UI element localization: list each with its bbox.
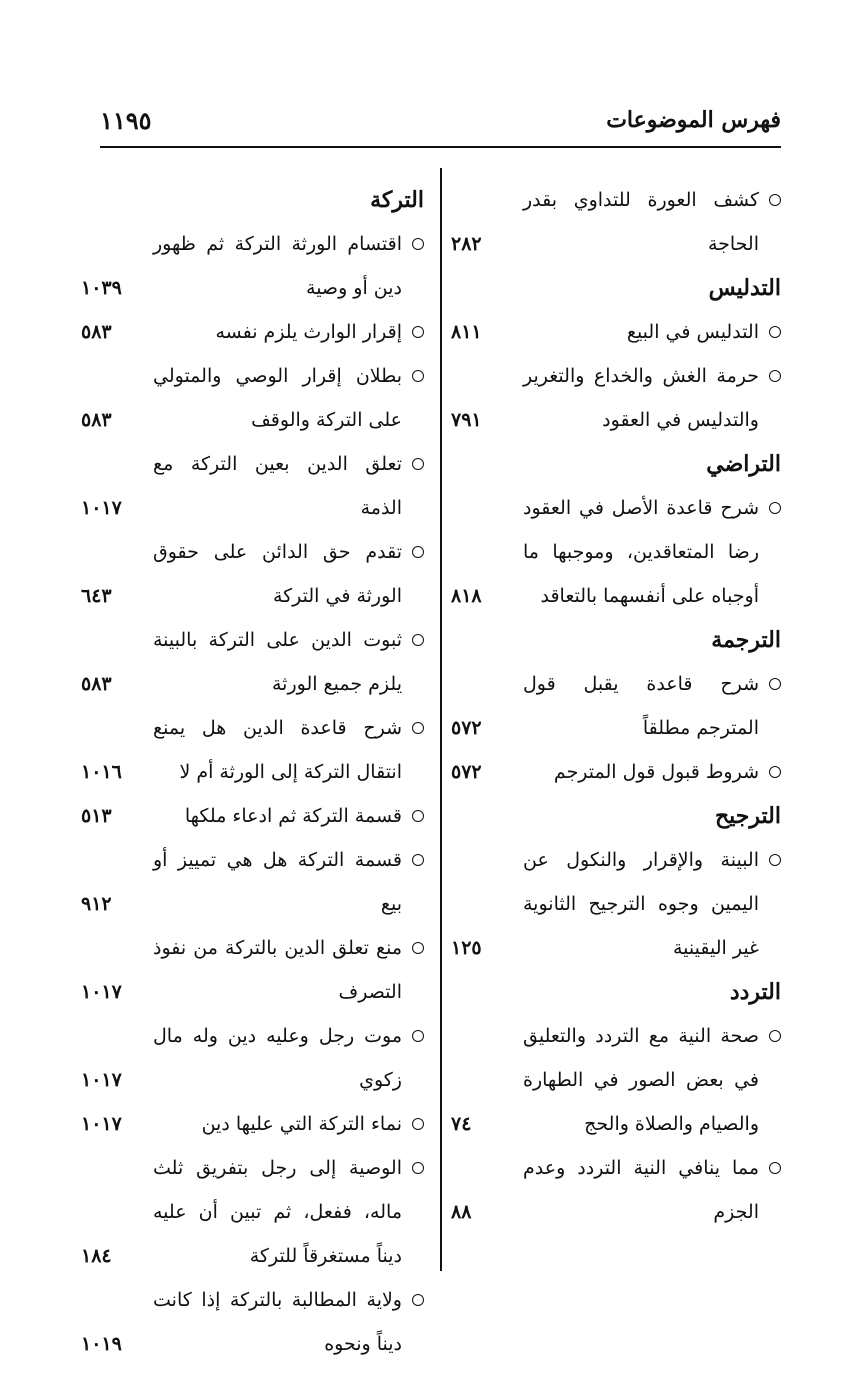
entry-page-number: ١٠١٦ (81, 761, 122, 783)
index-entry (451, 354, 781, 442)
section-heading: التردد (729, 979, 781, 1005)
entry-page-number: ١٠١٧ (81, 497, 122, 519)
index-entry (81, 442, 424, 530)
circle-bullet-icon (412, 634, 424, 646)
index-entry (81, 1278, 424, 1366)
index-entry (81, 794, 424, 838)
index-entry (81, 618, 424, 706)
circle-bullet-icon (412, 238, 424, 250)
section-heading: التدليس (708, 275, 781, 301)
entry-page-number: ٥٧٢ (451, 717, 482, 739)
entry-page-number: ١٢٥ (451, 937, 482, 959)
entry-text: شروط قبول قول المترجم (553, 761, 759, 783)
index-entry (81, 1102, 424, 1146)
left-column (81, 178, 424, 1366)
circle-bullet-icon (412, 1030, 424, 1042)
entry-page-number: ٥٨٣ (81, 321, 112, 343)
entry-text: منع تعلق الدين بالتركة من نفوذ التصرف (153, 937, 402, 1003)
index-entry (81, 310, 424, 354)
entry-text: صحة النية مع التردد والتعليق في بعض الصور في الطهارة والصيام والصلاة والحج (523, 1025, 759, 1135)
entry-text: قسمة التركة ثم ادعاء ملكها (184, 805, 402, 827)
entry-page-number: ٧٤ (451, 1113, 472, 1135)
circle-bullet-icon (769, 854, 781, 866)
circle-bullet-icon (412, 1118, 424, 1130)
entry-page-number: ١٠١٧ (81, 1069, 122, 1091)
page-header (100, 98, 781, 142)
circle-bullet-icon (412, 1294, 424, 1306)
circle-bullet-icon (412, 370, 424, 382)
index-entry (451, 178, 781, 266)
index-entry (81, 530, 424, 618)
entry-text: بطلان إقرار الوصي والمتولي على التركة والوقف (153, 365, 402, 431)
entry-text: مما ينافي النية التردد وعدم الجزم (523, 1157, 759, 1223)
entry-page-number: ١٠١٩ (81, 1333, 122, 1355)
index-entry (81, 1146, 424, 1278)
index-entry (451, 750, 781, 794)
entry-text: ثبوت الدين على التركة بالبينة يلزم جميع الورثة (153, 629, 402, 695)
circle-bullet-icon (412, 458, 424, 470)
section-heading: الترجيح (714, 803, 781, 829)
entry-text: شرح قاعدة الأصل في العقود رضا المتعاقدين، وموجبها ما أوجباه على أنفسهما بالتعاقد (523, 497, 759, 607)
entry-text: شرح قاعدة الدين هل يمنع انتقال التركة إلى الورثة أم لا (153, 717, 402, 783)
entry-page-number: ١٠١٧ (81, 1113, 122, 1135)
index-entry (451, 662, 781, 750)
section-heading: التراضي (706, 451, 781, 477)
header-title: فهرس الموضوعات (606, 107, 781, 133)
circle-bullet-icon (412, 942, 424, 954)
entry-text: البينة والإقرار والنكول عن اليمين وجوه الترجيح الثانوية غير اليقينية (523, 849, 759, 959)
entry-text: كشف العورة للتداوي بقدر الحاجة (523, 189, 759, 255)
entry-page-number: ١٨٤ (81, 1245, 112, 1267)
circle-bullet-icon (769, 502, 781, 514)
entry-text: شرح قاعدة يقبل قول المترجم مطلقاً (523, 673, 759, 739)
entry-page-number: ٥٨٣ (81, 409, 112, 431)
entry-page-number: ٨١١ (451, 321, 482, 343)
entry-page-number: ٥٧٢ (451, 761, 482, 783)
entry-text: اقتسام الورثة التركة ثم ظهور دين أو وصية (153, 233, 402, 299)
entry-page-number: ٥٨٣ (81, 673, 112, 695)
index-entry (81, 354, 424, 442)
circle-bullet-icon (412, 546, 424, 558)
entry-text: تقدم حق الدائن على حقوق الورثة في التركة (153, 541, 402, 607)
circle-bullet-icon (769, 1162, 781, 1174)
entry-page-number: ٢٨٢ (451, 233, 482, 255)
entry-page-number: ٩١٢ (81, 893, 112, 915)
index-entry (81, 838, 424, 926)
entry-text: موت رجل وعليه دين وله مال زكوي (153, 1025, 402, 1091)
entry-page-number: ٥١٣ (81, 805, 112, 827)
circle-bullet-icon (769, 326, 781, 338)
entry-text: قسمة التركة هل هي تمييز أو بيع (153, 849, 402, 915)
circle-bullet-icon (412, 810, 424, 822)
right-column (451, 178, 781, 1234)
index-entry (451, 1146, 781, 1234)
entry-page-number: ١٠٣٩ (81, 277, 122, 299)
index-entry (81, 706, 424, 794)
circle-bullet-icon (769, 194, 781, 206)
column-divider (440, 168, 442, 1271)
circle-bullet-icon (412, 722, 424, 734)
circle-bullet-icon (412, 326, 424, 338)
entry-text: حرمة الغش والخداع والتغرير والتدليس في العقود (523, 365, 759, 431)
section-heading: الترجمة (711, 627, 781, 653)
entry-page-number: ١٠١٧ (81, 981, 122, 1003)
circle-bullet-icon (769, 1030, 781, 1042)
circle-bullet-icon (769, 766, 781, 778)
index-entry (451, 310, 781, 354)
entry-page-number: ٨٨ (451, 1201, 472, 1223)
page-number: ١١٩٥ (100, 105, 152, 135)
circle-bullet-icon (412, 854, 424, 866)
circle-bullet-icon (769, 370, 781, 382)
index-entry (81, 926, 424, 1014)
circle-bullet-icon (412, 1162, 424, 1174)
entry-text: نماء التركة التي عليها دين (201, 1113, 402, 1135)
index-entry (81, 1014, 424, 1102)
index-entry (451, 486, 781, 618)
section-heading: التركة (370, 187, 424, 213)
index-entry (451, 838, 781, 970)
entry-text: تعلق الدين بعين التركة مع الذمة (153, 453, 402, 519)
entry-text: الوصية إلى رجل بتفريق ثلث ماله، ففعل، ثم تبين أن عليه ديناً مستغرقاً للتركة (153, 1157, 402, 1267)
entry-text: التدليس في البيع (626, 321, 759, 343)
index-entry (451, 1014, 781, 1146)
entry-text: إقرار الوارث يلزم نفسه (215, 321, 402, 343)
header-rule (100, 146, 781, 148)
entry-page-number: ٨١٨ (451, 585, 482, 607)
entry-page-number: ٦٤٣ (81, 585, 112, 607)
entry-text: ولاية المطالبة بالتركة إذا كانت ديناً ونحوه (153, 1289, 402, 1355)
circle-bullet-icon (769, 678, 781, 690)
index-entry (81, 222, 424, 310)
entry-page-number: ٧٩١ (451, 409, 482, 431)
